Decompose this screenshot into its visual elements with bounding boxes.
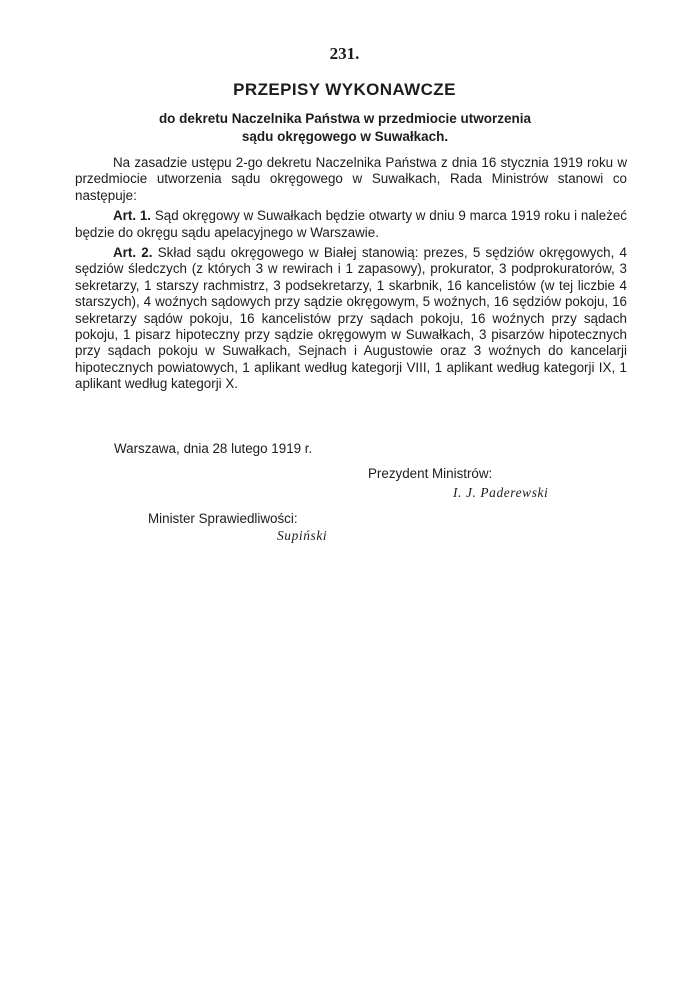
intro-paragraph: Na zasadzie ustępu 2-go dekretu Naczelnika Państwa z dnia 16 stycznia 1919 roku w przedmiocie utworzenia sądu okręgowego w Suwałkach, Rada Ministrów stanowi co następuje:	[75, 155, 627, 203]
article-2-label: Art. 2.	[113, 245, 153, 261]
document-title: PRZEPISY WYKONAWCZE	[233, 80, 456, 99]
article-1-text: Sąd okręgowy w Suwałkach będzie otwarty w dniu 9 marca 1919 roku i należeć będzie do okręgu sądu apelacyjnego w Warszawie.	[75, 208, 627, 240]
article-2-text: Skład sądu okręgowego w Białej stanowią: prezes, 5 sędziów okręgowych, 4 sędziów śledczych (z których 3 w rewirach i 1 zapasowy), prokurator, 3 podprokuratorów, 3 sekretarzy, 1 starszy rachmistrz, 3 podsekretarzy, 1 skarbnik, 16 kancelistów (w tej liczbie 4 starszych), 4 woźnych sądowych przy sądzie okręgowym, 5 woźnych, 16 sędziów pokoju, 16 sekretarzy sądów pokoju, 16 kancelistów przy sądach pokoju, 16 woźnych przy sądach pokoju, 1 pisarz hipoteczny przy sądzie okręgowym w Suwałkach, 3 pisarzów hipotecznych przy sądach pokoju w Suwałkach, Sejnach i Augustowie oraz 3 woźnych do kancelarji hipotecznych powiatowych, 1 aplikant według kategorji VIII, 1 aplikant według kategorji IX, 1 aplikant według kategorji X.	[75, 245, 627, 392]
date-line: Warszawa, dnia 28 lutego 1919 r.	[114, 441, 313, 456]
signature-1-name: I. J. Paderewski	[453, 485, 549, 500]
article-2	[75, 245, 627, 393]
document-subtitle	[80, 110, 610, 146]
subtitle-line-2: sądu okręgowego w Suwałkach.	[241, 129, 449, 144]
signature-2-title: Minister Sprawiedliwości:	[148, 511, 298, 526]
article-1-label: Art. 1.	[113, 208, 152, 224]
subtitle-line-1: do dekretu Naczelnika Państwa w przedmiocie utworzenia	[158, 111, 532, 126]
article-1	[75, 208, 627, 241]
signature-2-name: Supiński	[277, 528, 328, 543]
signature-1-title: Prezydent Ministrów:	[368, 466, 493, 481]
document-body	[75, 155, 627, 397]
page-number: 231.	[329, 44, 360, 63]
